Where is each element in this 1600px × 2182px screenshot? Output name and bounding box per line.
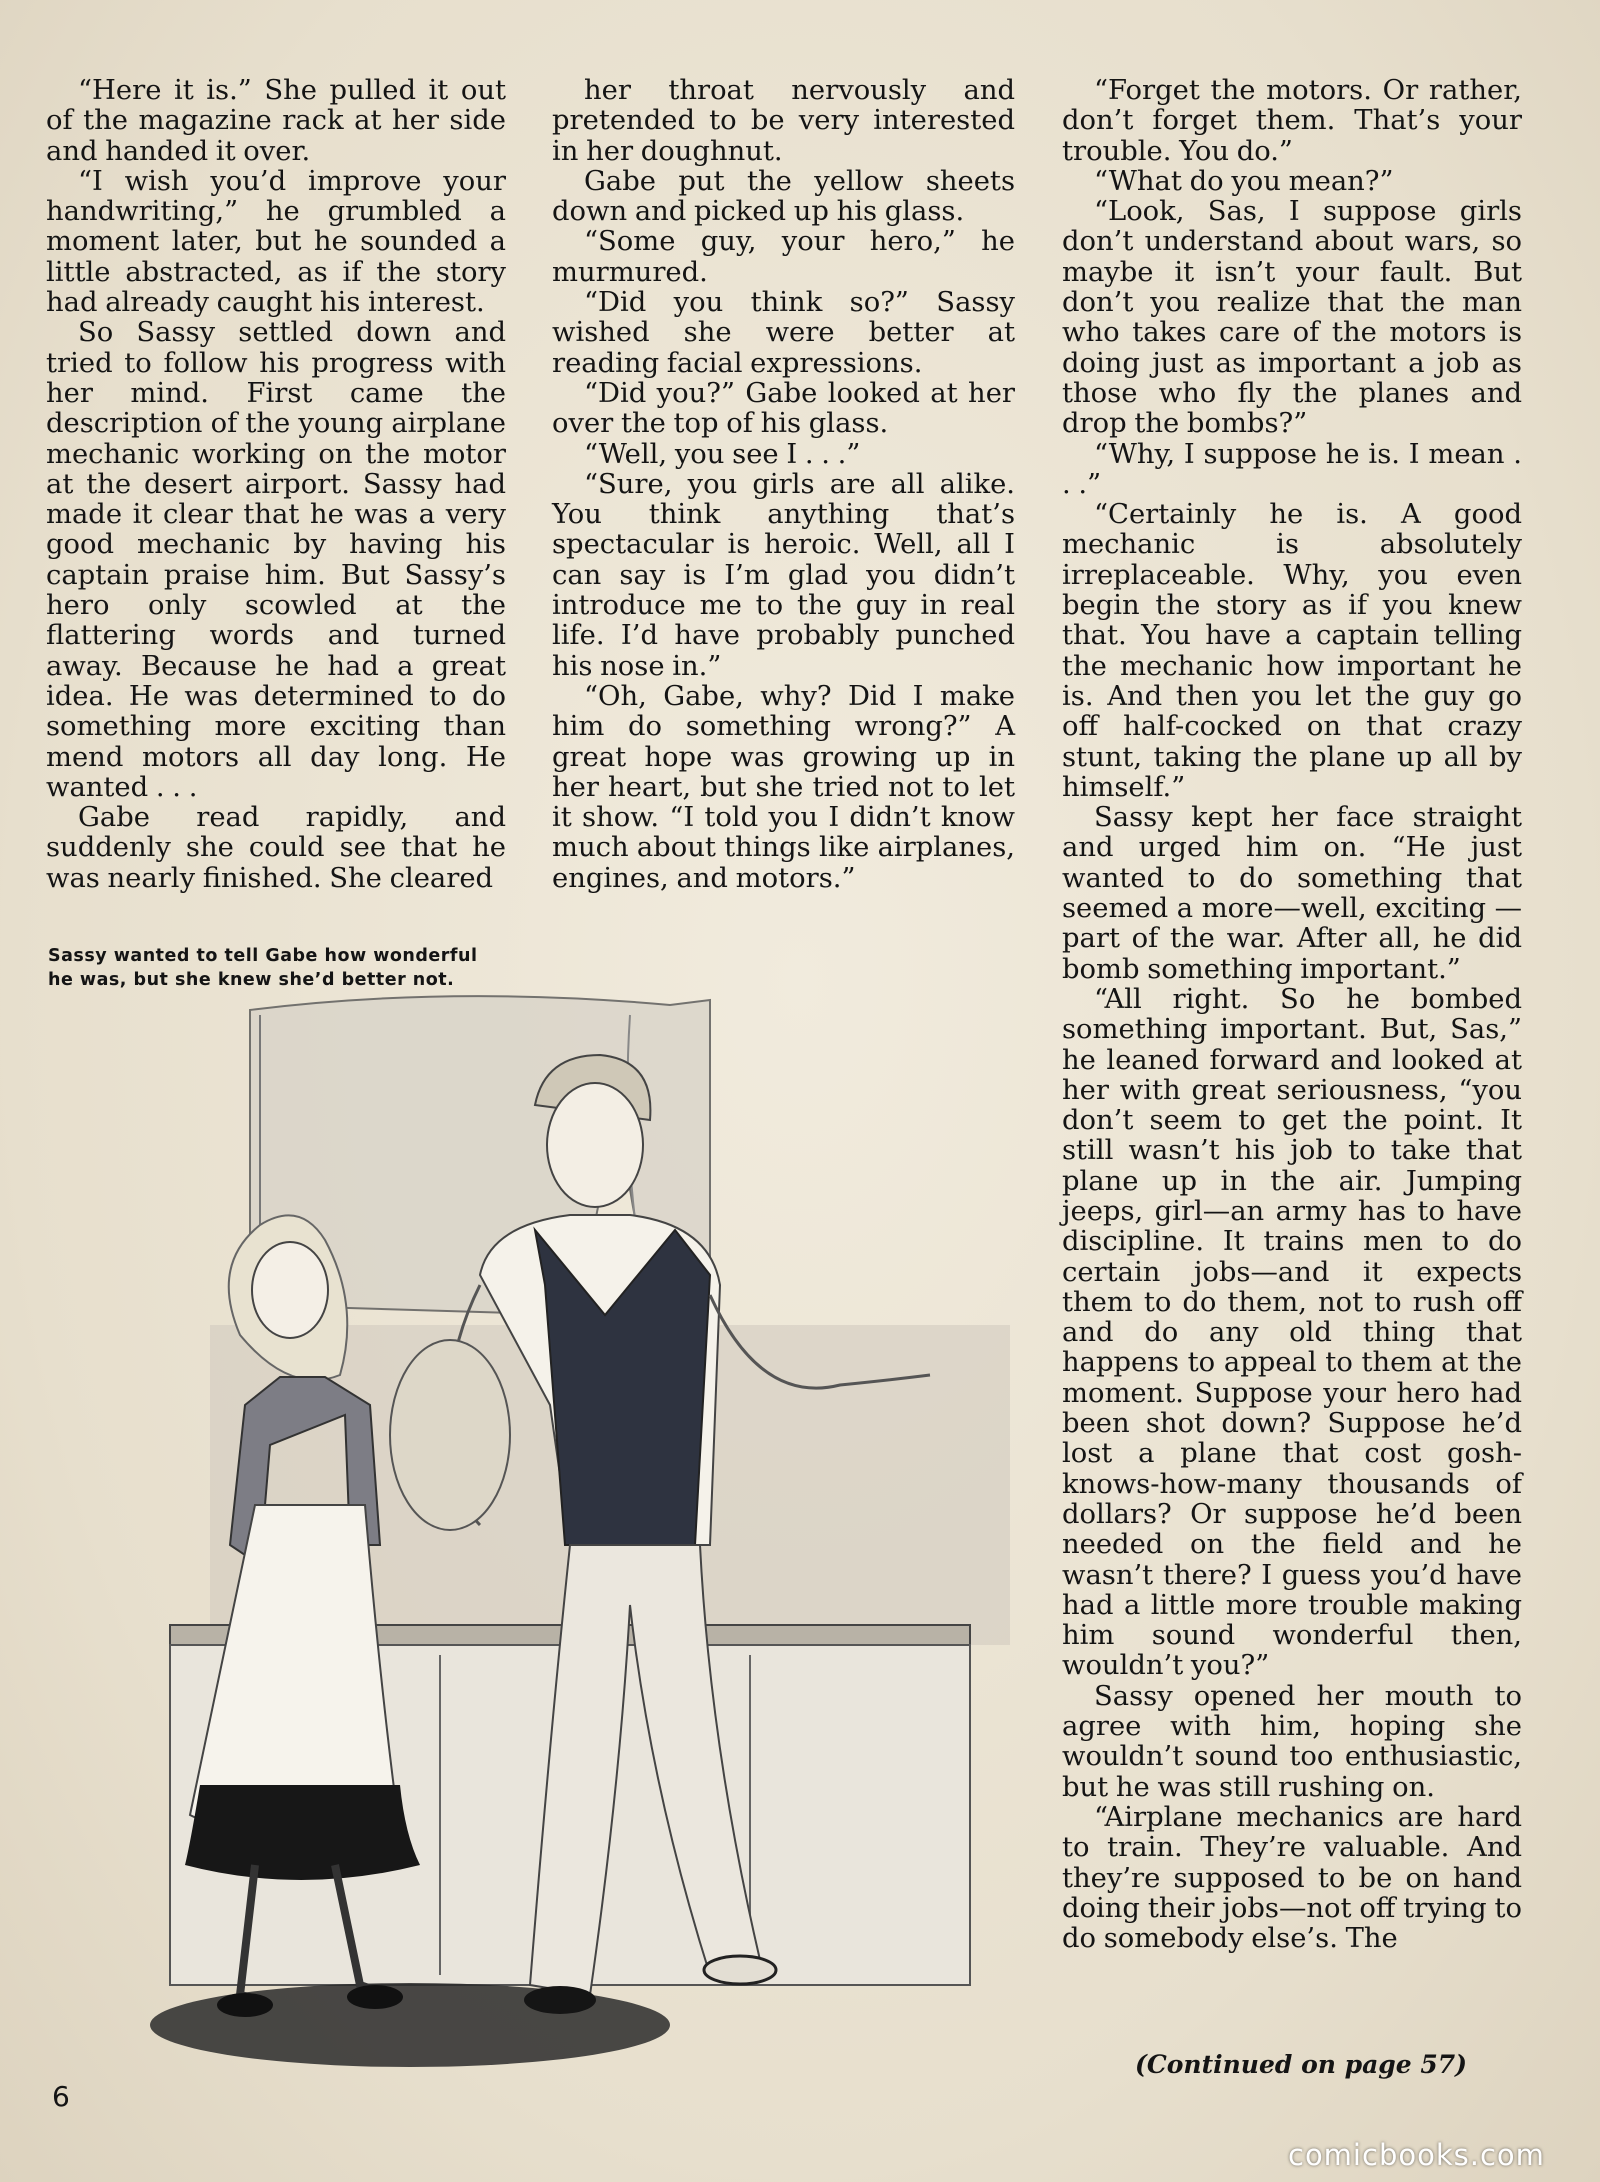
paragraph: “Oh, Gabe, why? Did I make him do something wrong?” A great hope was growing up in her heart, but she tried not to let it show. “I told you I didn’t know much about things like airplanes, engines, and motors.” — [552, 680, 1015, 894]
paragraph: “Why, I suppose he is. I mean . . .” — [1062, 438, 1522, 500]
paragraph: her throat nervously and pretended to be very interested in her doughnut. — [552, 75, 1015, 167]
paragraph: “Here it is.” She pulled it out of the magazine rack at her side and handed it over. — [46, 75, 506, 167]
paragraph: “Sure, you girls are all alike. You think anything that’s spectacular is heroic. Well, all I can say is I’m glad you didn’t introduce me to the guy in real life. I’d have probably punched his nose in.” — [552, 468, 1015, 682]
paragraph: So Sassy settled down and tried to follow his progress with her mind. First came the description of the young airplane mechanic working on the motor at the desert airport. Sassy had made it clear that he was a very good mechanic by having his captain praise him. But Sassy’s hero only scowled at the flattering words and turned away. Because he had a great idea. He was determined to do something more exciting than mend motors all day long. He wanted . . . — [46, 317, 506, 803]
paragraph: “Airplane mechanics are hard to train. They’re valuable. And they’re supposed to be on hand doing their jobs—not off trying to do somebody else’s. The — [1062, 1801, 1522, 1955]
kitchen-illustration — [150, 985, 1040, 2095]
paragraph: “What do you mean?” — [1094, 165, 1394, 197]
paragraph: “Forget the motors. Or rather, don’t forget them. That’s your trouble. You do.” — [1062, 75, 1522, 167]
caption-line-1: Sassy wanted to tell Gabe how wonderful — [48, 946, 478, 966]
page-number: 6 — [52, 2080, 70, 2113]
text-column-2 — [552, 76, 1015, 894]
paragraph: “Did you?” Gabe looked at her over the top of his glass. — [552, 377, 1015, 440]
text-column-1 — [46, 76, 506, 894]
paragraph: “Some guy, your hero,” he murmured. — [552, 226, 1015, 288]
paragraph: Sassy kept her face straight and urged him on. “He just wanted to do something that seemed a more—well, exciting —part of the war. After all, he did bomb something important.” — [1062, 802, 1522, 985]
caption-line-2: he was, but she knew she’d better not. — [48, 970, 455, 990]
paragraph: “Did you think so?” Sassy wished she were better at reading facial expressions. — [552, 287, 1015, 379]
paragraph: Sassy opened her mouth to agree with him, hoping she wouldn’t sound too enthusiastic, but he was still rushing on. — [1062, 1680, 1522, 1803]
continued-note: (Continued on page 57) — [1135, 2050, 1468, 2079]
paragraph: “Look, Sas, I suppose girls don’t understand about wars, so maybe it isn’t your fault. But don’t you realize that the man who takes care of the motors is doing just as important a job as those who fly the planes and drop the bombs?” — [1062, 196, 1522, 440]
paragraph: “Well, you see I . . .” — [584, 438, 861, 470]
paragraph: “I wish you’d improve your handwriting,” he grumbled a moment later, but he sounded a little abstracted, as if the story had already caught his interest. — [46, 165, 506, 319]
watermark: comicbooks.com — [1288, 2138, 1545, 2172]
paragraph: “All right. So he bombed something important. But, Sas,” he leaned forward and looked at her with great seriousness, “you don’t seem to get the point. It still wasn’t his job to take that plane up in the air. Jumping jeeps, girl—an army has to have discipline. It trains men to do certain jobs—and it expects them to do them, not to rush off and do any old thing that happens to appeal to them at the moment. Suppose your hero had been shot down? Suppose he’d lost a plane that cost gosh-knows-how-many thousands of dollars? Or suppose he’d been needed on the field and he wasn’t there? I guess you’d have had a little more trouble making him sound wonderful then, wouldn’t you?” — [1062, 983, 1522, 1682]
paragraph: “Certainly he is. A good mechanic is absolutely irreplaceable. Why, you even begin the story as if you knew that. You have a captain telling the mechanic how important he is. And then you let the guy go off half-cocked on that crazy stunt, taking the plane up all by himself.” — [1062, 499, 1522, 803]
paragraph: Gabe read rapidly, and suddenly she could see that he was nearly finished. She cleared — [46, 802, 506, 894]
text-column-3 — [1062, 76, 1522, 1954]
paragraph: Gabe put the yellow sheets down and picked up his glass. — [552, 165, 1015, 228]
